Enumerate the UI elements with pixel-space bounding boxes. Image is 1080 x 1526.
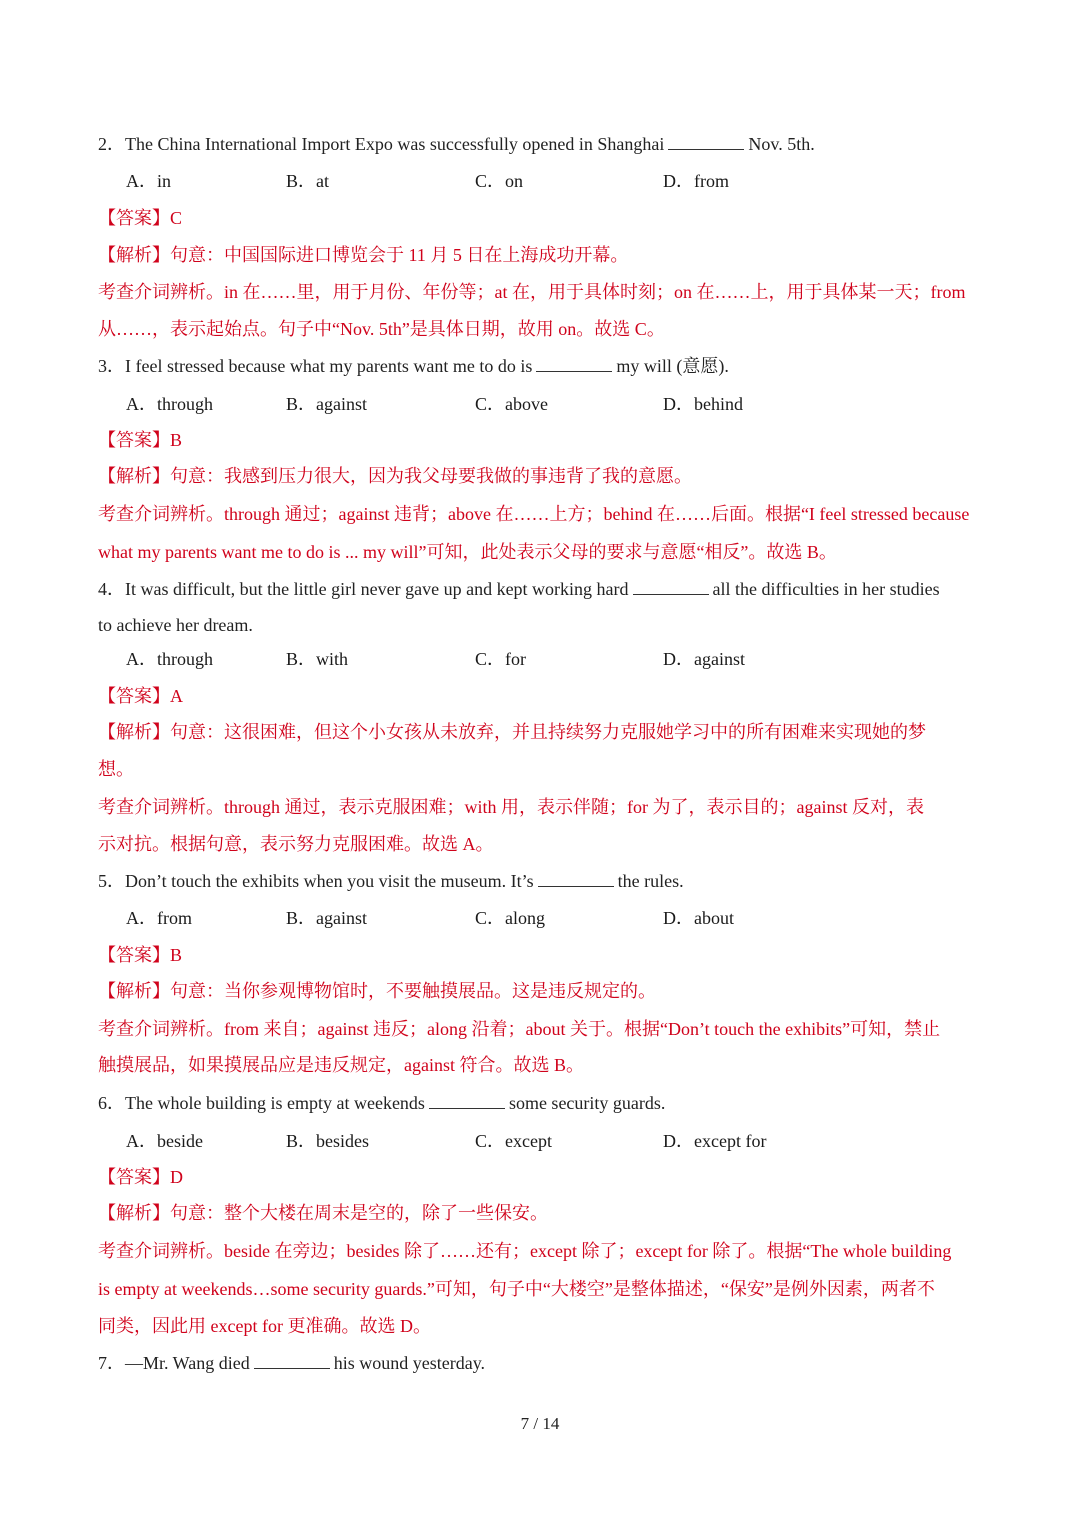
analysis-line: 【解析】句意：我感到压力很大，因为我父母要我做的事违背了我的意愿。	[98, 466, 692, 486]
analysis-line: 【解析】句意：整个大楼在周末是空的，除了一些保安。	[98, 1203, 548, 1223]
option-b: B．against	[286, 394, 367, 414]
stem-text: 4．It was difficult, but the little girl never gave up and kept working hard	[98, 579, 629, 599]
question-5-options	[126, 906, 1006, 930]
detail-line: 同类，因此用 except for 更准确。故选 D。	[98, 1316, 431, 1336]
detail-line: 考查介词辨析。from 来自；against 违反；along 沿着；about 关于。根据“Don’t touch the exhibits”可知，禁止	[98, 1019, 941, 1039]
stem-text: 2．The China International Import Expo was successfully opened in Shanghai	[98, 134, 665, 154]
question-4-stem-cont: to achieve her dream.	[98, 615, 253, 635]
detail-line: 考查介词辨析。in 在……里，用于月份、年份等；at 在，用于具体时刻；on 在……上，用于具体某一天；from	[98, 282, 966, 302]
detail-line: 考查介词辨析。through 通过；against 违背；above 在……上方；behind 在……后面。根据“I feel stressed because	[98, 504, 970, 524]
option-b: B．against	[286, 908, 367, 928]
stem-text: 7．—Mr. Wang died	[98, 1353, 250, 1373]
question-2-stem	[98, 132, 1008, 156]
detail-line: 考查介词辨析。through 通过，表示克服困难；with 用，表示伴随；for 为了，表示目的；against 反对，表	[98, 797, 924, 817]
detail-line: is empty at weekends…some security guards.”可知，句子中“大楼空”是整体描述，“保安”是例外因素，两者不	[98, 1279, 935, 1299]
answer-line: 【答案】B	[98, 945, 183, 965]
option-a: A．in	[126, 171, 171, 191]
answer-blank	[538, 870, 614, 887]
detail-line: what my parents want me to do is ... my will”可知，此处表示父母的要求与意愿“相反”。故选 B。	[98, 542, 837, 562]
analysis-line: 【解析】句意：当你参观博物馆时，不要触摸展品。这是违反规定的。	[98, 981, 656, 1001]
answer-blank	[633, 578, 709, 595]
option-c: C．for	[475, 649, 526, 669]
option-a: A．through	[126, 394, 213, 414]
stem-text: all the difficulties in her studies	[712, 579, 940, 599]
answer-line: 【答案】B	[98, 430, 183, 450]
stem-text: 6．The whole building is empty at weekends	[98, 1093, 425, 1113]
option-d: D．against	[663, 649, 745, 669]
option-c: C．above	[475, 394, 548, 414]
question-4-stem	[98, 577, 1008, 601]
option-d: D．from	[663, 171, 729, 191]
answer-blank	[668, 133, 744, 150]
stem-text: 5．Don’t touch the exhibits when you visit the museum. It’s	[98, 871, 534, 891]
detail-line: 示对抗。根据句意，表示努力克服困难。故选 A。	[98, 834, 494, 854]
question-3-stem	[98, 354, 1008, 378]
analysis-line: 【解析】句意：这很困难，但这个小女孩从未放弃，并且持续努力克服她学习中的所有困难来实现她的梦	[98, 722, 926, 742]
question-2-options	[126, 169, 1006, 193]
option-c: C．along	[475, 908, 545, 928]
analysis-line-cont: 想。	[98, 759, 134, 779]
option-a: A．beside	[126, 1131, 203, 1151]
detail-line: 从……，表示起始点。句子中“Nov. 5th”是具体日期，故用 on。故选 C。	[98, 319, 665, 339]
answer-blank	[536, 355, 612, 372]
page-number: 7 / 14	[520, 1414, 560, 1433]
question-7-stem	[98, 1351, 1008, 1375]
analysis-line: 【解析】句意：中国国际进口博览会于 11 月 5 日在上海成功开幕。	[98, 245, 629, 265]
option-d: D．behind	[663, 394, 743, 414]
answer-blank	[254, 1352, 330, 1369]
question-6-stem	[98, 1091, 1008, 1115]
option-b: B．besides	[286, 1131, 369, 1151]
question-5-stem	[98, 869, 1008, 893]
option-d: D．except for	[663, 1131, 767, 1151]
detail-line: 考查介词辨析。beside 在旁边；besides 除了……还有；except 除了；except for 除了。根据“The whole building	[98, 1241, 952, 1261]
stem-text: 3．I feel stressed because what my parents want me to do is	[98, 356, 533, 376]
option-c: C．on	[475, 171, 524, 191]
detail-line: 触摸展品，如果摸展品应是违反规定，against 符合。故选 B。	[98, 1055, 584, 1075]
option-a: A．from	[126, 908, 192, 928]
question-4-options	[126, 647, 1006, 671]
stem-text: Nov. 5th.	[748, 134, 815, 154]
option-a: A．through	[126, 649, 213, 669]
question-3-options	[126, 392, 1006, 416]
stem-text: some security guards.	[508, 1093, 666, 1113]
stem-text: his wound yesterday.	[333, 1353, 486, 1373]
answer-blank	[429, 1092, 505, 1109]
option-b: B．at	[286, 171, 329, 191]
answer-line: 【答案】A	[98, 686, 183, 706]
option-b: B．with	[286, 649, 349, 669]
answer-line: 【答案】C	[98, 208, 183, 228]
stem-text: my will (意愿).	[616, 356, 729, 376]
answer-line: 【答案】D	[98, 1167, 183, 1187]
option-d: D．about	[663, 908, 734, 928]
question-6-options	[126, 1129, 1006, 1153]
stem-text: the rules.	[617, 871, 684, 891]
option-c: C．except	[475, 1131, 552, 1151]
